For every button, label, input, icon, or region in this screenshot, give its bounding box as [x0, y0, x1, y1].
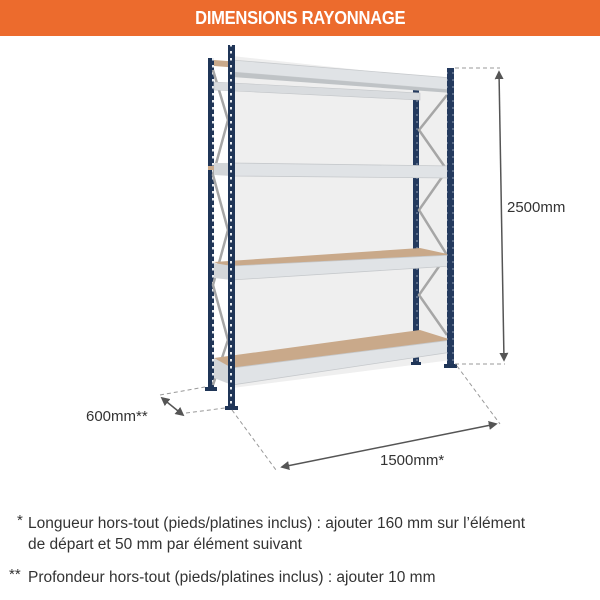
height-dimension: [455, 68, 505, 364]
upright-front-right: [447, 68, 454, 368]
footnote-line: Longueur hors-tout (pieds/platines inclus) : ajouter 160 mm sur l’élément: [28, 515, 526, 532]
left-bracing: [213, 70, 228, 385]
depth-label: 600mm**: [86, 408, 148, 425]
height-label: 2500mm: [507, 199, 566, 216]
shelving-diagram: [0, 36, 600, 486]
upright-front-left: [228, 45, 235, 410]
footnote-line: de départ et 50 mm par élément suivant: [28, 536, 302, 553]
header-banner: [0, 0, 600, 36]
depth-dimension: [160, 387, 225, 415]
footnote-mark: **: [9, 566, 21, 583]
footnote-line: Profondeur hors-tout (pieds/platines inclus) : ajouter 10 mm: [28, 569, 436, 586]
length-label: 1500mm*: [380, 452, 445, 469]
footnote-mark: *: [17, 512, 23, 529]
page-title: DIMENSIONS RAYONNAGE: [194, 7, 406, 28]
upright-rear-left: [208, 58, 214, 390]
upright-rear-right: [413, 83, 419, 365]
